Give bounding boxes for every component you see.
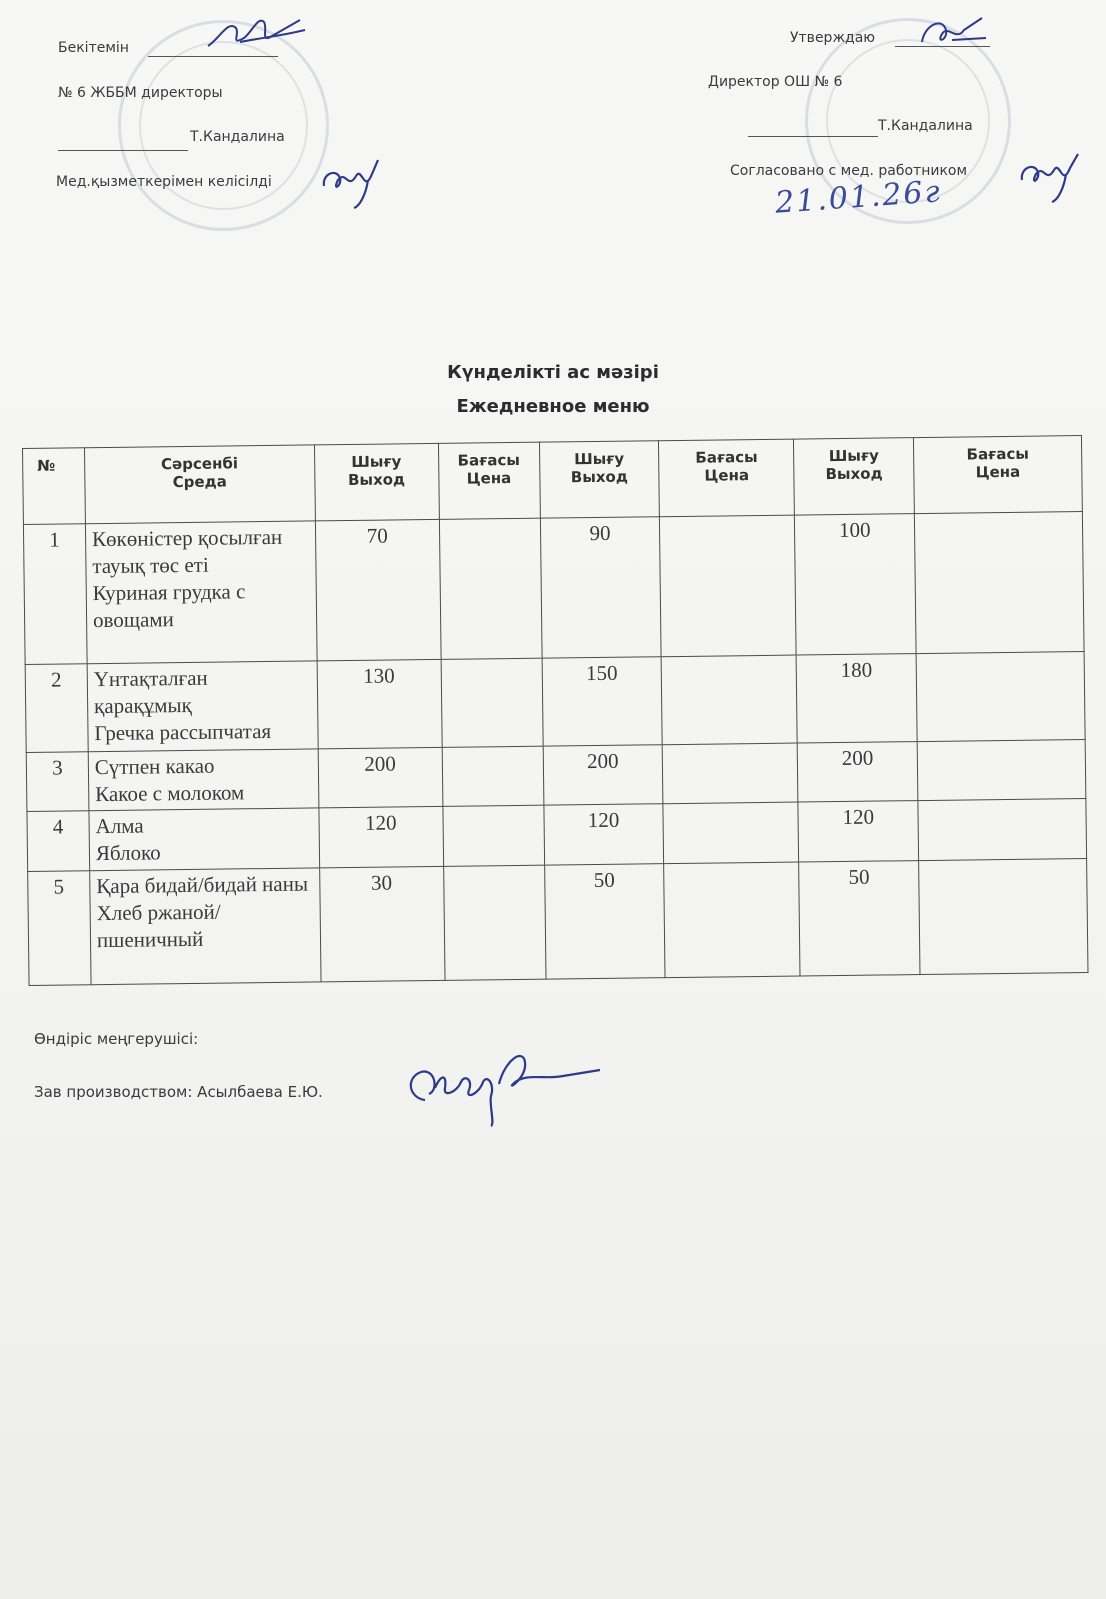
output-2: 90 bbox=[540, 517, 662, 659]
row-number: 1 bbox=[23, 524, 87, 665]
handwritten-date: 21.01.26г bbox=[773, 174, 943, 221]
production-head-kz: Өндіріс меңгерушісі: bbox=[34, 1030, 199, 1048]
header-price-1: Бағасы Цена bbox=[438, 442, 540, 519]
header-num: № bbox=[23, 448, 86, 525]
row-number: 3 bbox=[26, 751, 89, 812]
table-row bbox=[25, 652, 1085, 752]
price-3 bbox=[916, 652, 1085, 741]
output-3: 120 bbox=[798, 801, 919, 862]
name-right: Т.Кандалина bbox=[878, 118, 973, 134]
output-2: 200 bbox=[543, 744, 664, 805]
menu-table bbox=[22, 435, 1088, 986]
title-ru: Ежедневное меню bbox=[456, 396, 650, 417]
price-3 bbox=[919, 859, 1088, 975]
name-left: Т.Кандалина bbox=[190, 129, 285, 145]
dish-name: Көкөністер қосылған тауық төс еті Куриная грудка с овощами bbox=[85, 521, 316, 664]
signature-line bbox=[58, 150, 188, 151]
dish-name: Қара бидай/бидай наны Хлеб ржаной/пшеничный bbox=[90, 868, 321, 985]
price-1 bbox=[441, 658, 543, 747]
header-day: Сәрсенбі Среда bbox=[84, 445, 315, 524]
director-signature-right bbox=[912, 6, 992, 50]
output-3: 100 bbox=[795, 514, 917, 656]
table-row bbox=[23, 512, 1084, 665]
position-right: Директор ОШ № 6 bbox=[708, 74, 843, 90]
dish-name: Алма Яблоко bbox=[89, 808, 319, 871]
row-number: 4 bbox=[27, 811, 90, 872]
output-2: 50 bbox=[544, 864, 665, 979]
director-signature-left bbox=[200, 8, 310, 58]
price-2 bbox=[663, 743, 799, 805]
header-output-2: Шығу Выход bbox=[539, 441, 660, 519]
header-output-1: Шығу Выход bbox=[314, 443, 439, 521]
row-number: 5 bbox=[28, 871, 91, 985]
price-2 bbox=[660, 515, 797, 657]
price-1 bbox=[443, 865, 545, 980]
output-1: 70 bbox=[315, 520, 441, 662]
output-2: 120 bbox=[543, 804, 664, 865]
price-2 bbox=[662, 655, 798, 744]
position-left: № 6 ЖББМ директоры bbox=[58, 85, 223, 101]
price-1 bbox=[442, 746, 544, 807]
output-3: 50 bbox=[799, 861, 920, 976]
dish-name: Үнтақталған қарақұмық Гречка рассыпчатая bbox=[87, 661, 318, 751]
medic-signature-right bbox=[1016, 146, 1088, 204]
table-row bbox=[28, 859, 1088, 986]
dish-name: Сүтпен какао Какое с молоком bbox=[88, 748, 318, 811]
price-1 bbox=[439, 518, 542, 659]
production-head-signature bbox=[395, 1040, 615, 1130]
approve-label-left: Бекітемін bbox=[58, 40, 129, 56]
header-output-3: Шығу Выход bbox=[794, 438, 915, 516]
price-2 bbox=[664, 862, 800, 977]
title-kz: Күнделікті ас мәзірі bbox=[447, 362, 659, 383]
header-price-2: Бағасы Цена bbox=[659, 439, 795, 517]
price-3 bbox=[917, 739, 1086, 801]
production-head-ru: Зав производством: Асылбаева Е.Ю. bbox=[34, 1083, 323, 1101]
price-2 bbox=[663, 802, 799, 864]
medic-signature-left bbox=[318, 150, 388, 210]
output-3: 180 bbox=[796, 654, 917, 743]
approve-label-right: Утверждаю bbox=[790, 30, 876, 46]
output-1: 130 bbox=[317, 660, 442, 749]
output-2: 150 bbox=[542, 657, 663, 746]
output-1: 200 bbox=[318, 747, 443, 808]
price-3 bbox=[918, 799, 1087, 861]
output-1: 120 bbox=[319, 807, 444, 868]
agreed-right: Согласовано с мед. работником bbox=[730, 163, 968, 179]
agreed-left: Мед.қызметкерімен келісілді bbox=[56, 174, 272, 190]
output-3: 200 bbox=[797, 741, 918, 802]
table-header-row bbox=[23, 436, 1083, 525]
output-1: 30 bbox=[319, 867, 444, 982]
price-3 bbox=[915, 512, 1085, 654]
price-1 bbox=[443, 806, 545, 867]
signature-line bbox=[748, 136, 878, 137]
row-number: 2 bbox=[25, 664, 88, 752]
header-price-3: Бағасы Цена bbox=[914, 436, 1083, 514]
